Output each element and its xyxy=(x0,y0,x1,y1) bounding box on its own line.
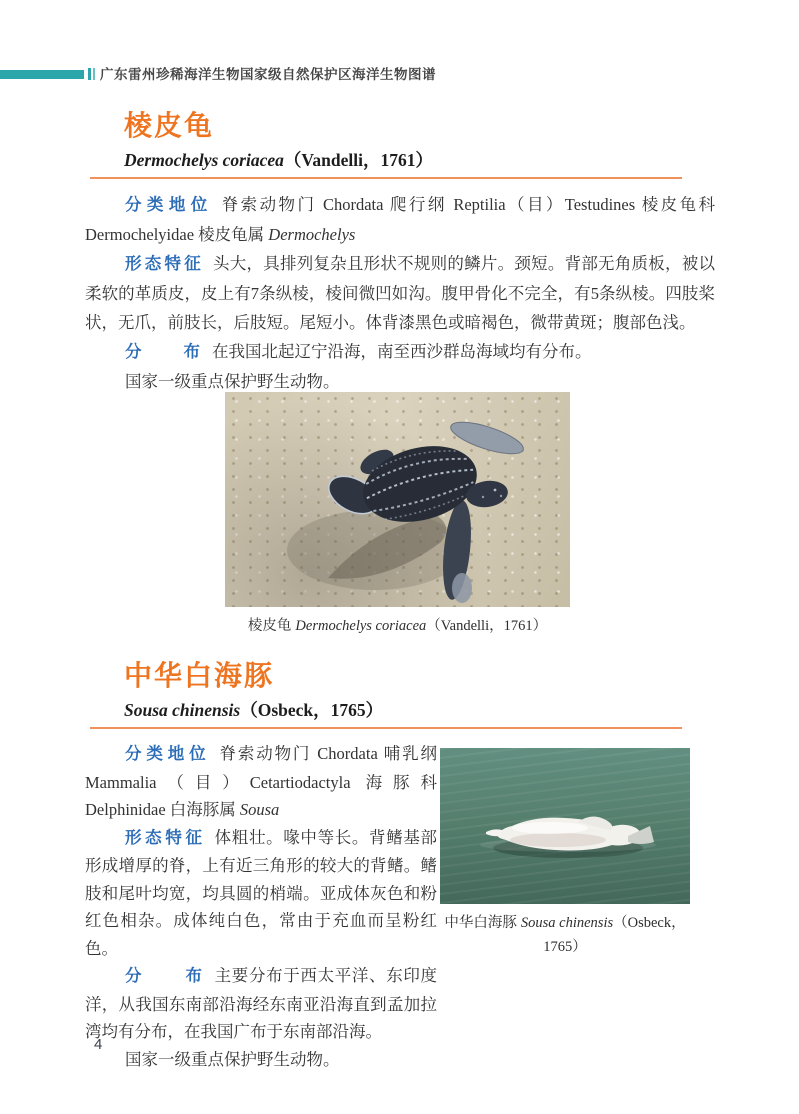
section-divider-rule xyxy=(90,727,682,729)
field-label: 形态特征 xyxy=(125,828,206,847)
caption-latin: Dermochelys coriacea xyxy=(295,618,427,634)
turtle-photo xyxy=(225,392,570,607)
dolphin-photo xyxy=(440,748,690,904)
field-text: 在我国北起辽宁沿海，南至西沙群岛海域均有分布。 xyxy=(212,342,592,361)
turtle-figure xyxy=(225,392,570,638)
paragraph-distribution xyxy=(85,962,437,1046)
caption-cn: 中华白海豚 xyxy=(444,915,521,931)
species-title-cn-2: 中华白海豚 xyxy=(124,660,275,691)
species-description-1 xyxy=(85,190,715,396)
genus-italic: Sousa xyxy=(239,800,280,819)
paragraph-distribution xyxy=(85,337,715,367)
header-tick-icon xyxy=(88,68,91,80)
running-head-title: 广东雷州珍稀海洋生物国家级自然保护区海洋生物图谱 xyxy=(100,67,436,82)
genus-italic: Dermochelys xyxy=(268,225,356,244)
dolphin-illustration xyxy=(440,748,690,904)
field-label: 分 布 xyxy=(125,967,206,985)
header-teal-bar xyxy=(0,70,84,79)
figure-caption xyxy=(440,911,690,959)
turtle-illustration xyxy=(225,392,570,607)
authority: （Osbeck，1765） xyxy=(240,700,384,720)
field-text: 主要分布于西太平洋、东印度洋，从我国东南部沿海经东南亚沿海直到孟加拉湾均有分布，在我国广布于东南部沿海。 xyxy=(85,966,437,1041)
field-text: 体粗壮。喙中等长。背鳍基部形成增厚的脊，上有近三角形的较大的背鳍。鳍肢和尾叶均宽，均具圆的梢端。亚成体灰色和粉红色相杂。成体纯白色，常由于充血而呈粉红色。 xyxy=(85,827,437,958)
field-text: 脊索动物门 Chordata 爬行纲 Reptilia（目）Testudines 棱皮龟科 Dermochelyidae 棱皮龟属 xyxy=(85,195,715,244)
figure-caption xyxy=(225,614,570,638)
header-tick-icon xyxy=(93,68,95,80)
field-label: 分 布 xyxy=(125,343,203,361)
caption-authority: （Osbeck，1765） xyxy=(543,915,686,955)
latin-name: Sousa chinensis xyxy=(124,700,241,720)
field-label: 分类地位 xyxy=(125,196,213,214)
paragraph-taxonomy xyxy=(85,740,437,824)
species-title-latin-2 xyxy=(124,700,383,721)
latin-name: Dermochelys coriacea xyxy=(124,150,284,170)
page-number: 4 xyxy=(94,1036,103,1053)
species-description-2 xyxy=(85,740,437,1073)
paragraph-protection xyxy=(85,1046,437,1074)
field-text: 国家一级重点保护野生动物。 xyxy=(125,1049,340,1069)
caption-authority: （Vandelli，1761） xyxy=(426,618,548,634)
caption-latin: Sousa chinensis xyxy=(520,915,614,931)
species-title-cn-1: 棱皮龟 xyxy=(124,110,215,141)
paragraph-morphology xyxy=(85,824,437,963)
field-label: 分类地位 xyxy=(125,745,211,763)
field-text: 头大，具排列复杂且形状不规则的鳞片。颈短。背部无角质板，被以柔软的革质皮，皮上有7条纵棱，棱间微凹如沟。腹甲骨化不完全，有5条纵棱。四肢桨状，无爪，前肢长，后肢短。尾短小。体背漆黑色或暗褐色，微带黄斑；腹部色浅。 xyxy=(85,254,716,332)
field-label: 形态特征 xyxy=(125,255,204,273)
paragraph-morphology xyxy=(85,249,715,337)
section-divider-rule xyxy=(90,177,682,179)
authority: （Vandelli，1761） xyxy=(283,150,433,170)
field-text: 脊索动物门 Chordata 哺乳纲 Mammalia（目）Cetartiodactyla 海豚科 Delphinidae 白海豚属 xyxy=(85,744,437,819)
field-text: 国家一级重点保护野生动物。 xyxy=(125,372,340,391)
species-title-latin-1 xyxy=(124,150,433,171)
caption-cn: 棱皮龟 xyxy=(247,618,296,634)
paragraph-taxonomy xyxy=(85,190,715,249)
dolphin-figure xyxy=(440,748,690,959)
